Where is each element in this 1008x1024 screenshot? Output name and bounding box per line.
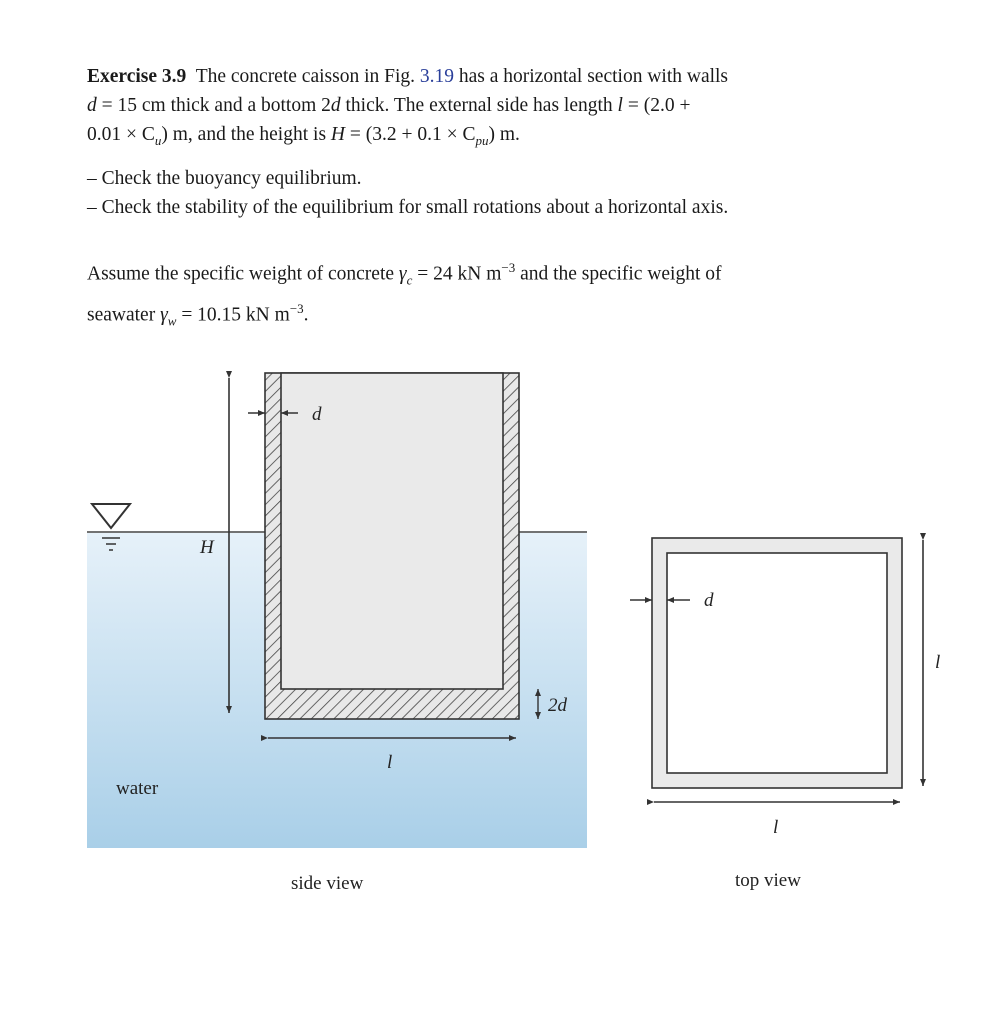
exercise-text: has a horizontal section with walls bbox=[458, 66, 729, 87]
math-sub: pu bbox=[475, 132, 489, 148]
task-item: – Check the stability of the equilibrium for small rotations about a horizontal axis. bbox=[87, 197, 729, 218]
exercise-text: = (3.2 + 0.1 × C bbox=[349, 124, 476, 145]
label-l-right: l bbox=[935, 652, 941, 673]
assumption-words: Assume the specific weight of concrete bbox=[87, 263, 395, 285]
label-l-bottom: l bbox=[773, 817, 779, 838]
math-sub: c bbox=[406, 272, 413, 288]
task-item: – Check the buoyancy equilibrium. bbox=[87, 168, 362, 189]
assumption-words: = 10.15 kN m bbox=[181, 304, 290, 326]
exercise-text: 0.01 × C bbox=[87, 124, 155, 145]
exercise-text: = (2.0 + bbox=[627, 95, 691, 116]
label-2d: 2d bbox=[548, 695, 567, 716]
exercise-label: Exercise 3.9 bbox=[87, 66, 187, 87]
caisson-top-view bbox=[652, 538, 902, 788]
figure-reference-link[interactable]: 3.19 bbox=[419, 66, 454, 87]
assumption-words: seawater bbox=[87, 304, 156, 326]
label-l-side: l bbox=[387, 752, 393, 773]
math-sub: u bbox=[154, 132, 162, 148]
exercise-text: ) m, and the height is bbox=[161, 124, 327, 145]
label-water: water bbox=[116, 778, 159, 799]
label-d-side: d bbox=[312, 404, 322, 425]
math-var: γ bbox=[160, 304, 168, 326]
caption-side-view: side view bbox=[291, 873, 364, 894]
math-var: l bbox=[617, 95, 623, 116]
math-var: H bbox=[330, 124, 345, 145]
exercise-text: ) m. bbox=[488, 124, 520, 145]
math-sup: −3 bbox=[501, 260, 516, 275]
math-var: d bbox=[330, 95, 341, 116]
caisson-side-view bbox=[265, 373, 519, 719]
assumption-words: . bbox=[303, 304, 309, 326]
math-var: γ bbox=[398, 263, 407, 285]
caption-top-view: top view bbox=[735, 870, 801, 891]
label-d-top: d bbox=[704, 590, 714, 611]
exercise-text: The concrete caisson in Fig. bbox=[195, 66, 415, 87]
math-var: d bbox=[87, 95, 97, 116]
assumption-words: and the specific weight of bbox=[520, 263, 722, 285]
exercise-text: thick. The external side has length bbox=[345, 95, 613, 116]
math-sup: −3 bbox=[289, 301, 304, 317]
math-sub: w bbox=[167, 313, 177, 329]
exercise-text: = 15 cm thick and a bottom 2 bbox=[101, 95, 331, 116]
assumption-words: = 24 kN m bbox=[417, 263, 502, 285]
label-H: H bbox=[200, 537, 214, 558]
